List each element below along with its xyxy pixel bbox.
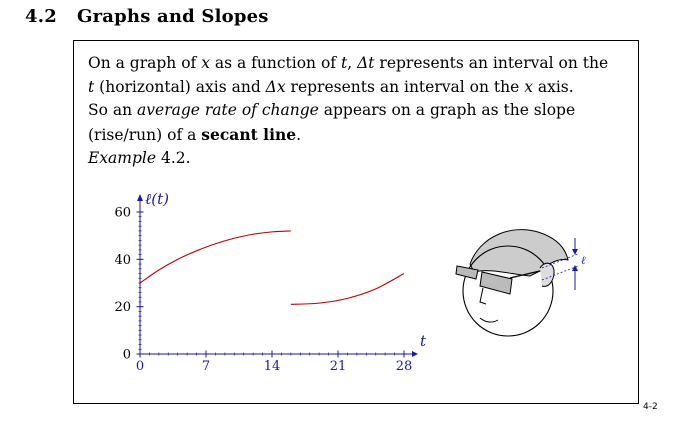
text-segment: . — [296, 125, 302, 144]
emphasis-text: average rate of change — [137, 101, 319, 119]
student-with-glasses-illustration — [450, 222, 590, 362]
nose-line — [480, 288, 486, 304]
text-segment: as a function of — [209, 54, 341, 72]
section-number: 4.2 — [25, 6, 57, 27]
axes-layer — [137, 194, 419, 358]
text-segment: appears on a graph as the slope — [318, 101, 576, 119]
y-axis-arrowhead — [137, 194, 143, 201]
example-number: 4.2. — [161, 149, 191, 167]
series-line-2 — [291, 274, 404, 305]
labels-layer — [114, 190, 427, 374]
y-tick-label: 0 — [122, 347, 131, 363]
text-segment: (horizontal) axis and — [94, 77, 266, 96]
series-line-1 — [140, 231, 291, 283]
x-tick-label: 7 — [201, 359, 211, 374]
math-var: t — [88, 77, 95, 96]
x-tick-label: 14 — [263, 359, 281, 374]
text-segment: axis. — [532, 77, 574, 96]
text-segment: represents an interval on the — [374, 54, 609, 72]
series-layer — [140, 231, 404, 304]
text-segment: On a graph of — [88, 54, 202, 72]
math-delta: Δt — [357, 54, 375, 72]
example-word: Example — [88, 149, 157, 167]
glasses-lens-right — [480, 272, 512, 294]
mouth-line — [480, 318, 498, 322]
math-var: t — [340, 54, 348, 72]
y-tick-label: 60 — [114, 205, 131, 221]
bold-term: secant line — [201, 124, 297, 144]
math-delta: Δx — [265, 77, 286, 96]
section-title: Graphs and Slopes — [77, 6, 269, 27]
x-axis-arrowhead — [412, 351, 418, 357]
page-number: 4-2 — [643, 402, 658, 412]
y-tick-label: 40 — [114, 252, 131, 268]
x-tick-label: 21 — [329, 359, 347, 374]
y-tick-label: 20 — [114, 300, 131, 316]
x-tick-label: 0 — [135, 359, 145, 374]
text-segment: , — [347, 54, 358, 72]
text-segment: (rise/run) of a — [88, 125, 202, 144]
text-segment: So an — [88, 101, 138, 119]
math-var: x — [201, 54, 210, 72]
dimension-label: ℓ — [581, 254, 586, 267]
x-axis-label: t — [420, 332, 427, 350]
text-segment: represents an interval on the — [285, 77, 525, 96]
x-tick-label: 28 — [395, 359, 413, 374]
y-axis-label: ℓ(t) — [145, 190, 169, 208]
math-var: x — [524, 77, 533, 96]
